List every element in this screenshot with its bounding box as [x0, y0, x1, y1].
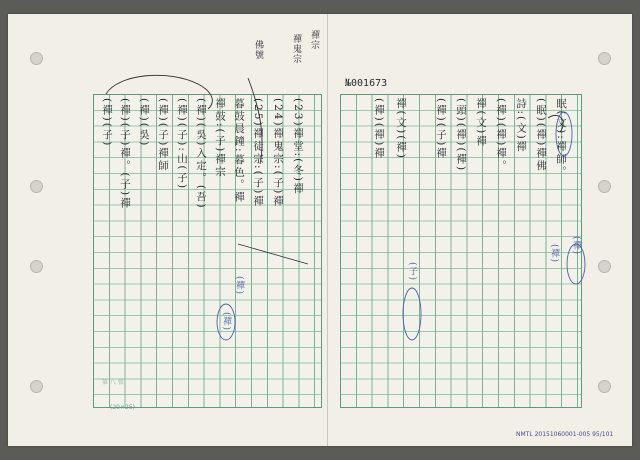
manuscript-sheet — [8, 14, 632, 446]
right-column-3: 詩:(文)禪 — [515, 98, 527, 154]
right-column-9: (禪)(禪)禪 — [373, 98, 385, 160]
left-column-1: (23)禪堂:(冬)禪 — [292, 98, 304, 196]
binder-hole — [30, 380, 43, 393]
blue-annotation: (子) — [407, 262, 417, 282]
right-column-1: 眠(文):禪師。 — [555, 98, 567, 179]
center-fold — [327, 14, 328, 446]
binder-hole — [30, 260, 43, 273]
binder-hole — [598, 260, 611, 273]
right-column-5: 禪(文)禪 — [475, 98, 487, 148]
right-column-6: (頭)(禪)(禪) — [455, 98, 467, 173]
blue-annotation: (禪) — [221, 312, 231, 332]
blue-annotation: (禪) — [234, 276, 244, 296]
binder-hole — [30, 52, 43, 65]
right-column-2: (眠)(禪)禪佛 — [535, 98, 547, 173]
archive-code: NMTL 20151060001-005 95/101 — [516, 431, 614, 438]
left-column-6: (禪)(吳)入定。(吾) — [195, 98, 207, 210]
blue-annotation: (禪) — [549, 244, 559, 264]
left-column-8: (禪)(子)禪師 — [157, 98, 169, 173]
right-column-7: (禪)(子)禪 — [435, 98, 447, 160]
left-column-4: 暮鼓晨鐘:暮色。禪 — [233, 98, 245, 204]
top-note-1: 禪宗 — [309, 30, 319, 50]
left-column-9: (禪)(吳) — [138, 98, 150, 148]
binder-hole — [30, 180, 43, 193]
left-column-2: (24)禪鬼宗:(子)禪 — [272, 98, 284, 208]
right-column-8: 禪(文)(禪) — [395, 98, 407, 160]
left-column-3: (25)禪徒宗:(子)禪 — [252, 98, 264, 208]
serial-number: №001673 — [345, 78, 388, 89]
top-note-2: 禪鬼宗 — [291, 34, 301, 64]
left-column-11: (禪)(子) — [101, 98, 113, 148]
page-number: 第 八 張 — [102, 379, 124, 386]
right-column-4: (禪)(禪)禪。 — [495, 98, 507, 173]
blue-annotation: (禪) — [571, 236, 581, 256]
left-column-5: 禪鼓:(子)禪宗 — [214, 98, 226, 179]
left-column-10: (禪)(子)禪。(子)禪 — [119, 98, 131, 210]
binder-hole — [598, 52, 611, 65]
paper-stamp: (20×25) — [110, 404, 135, 411]
left-column-7: (禪)(子):山(子) — [176, 98, 188, 191]
binder-hole — [598, 180, 611, 193]
binder-hole — [598, 380, 611, 393]
top-note-3: 佛號 — [253, 40, 263, 60]
